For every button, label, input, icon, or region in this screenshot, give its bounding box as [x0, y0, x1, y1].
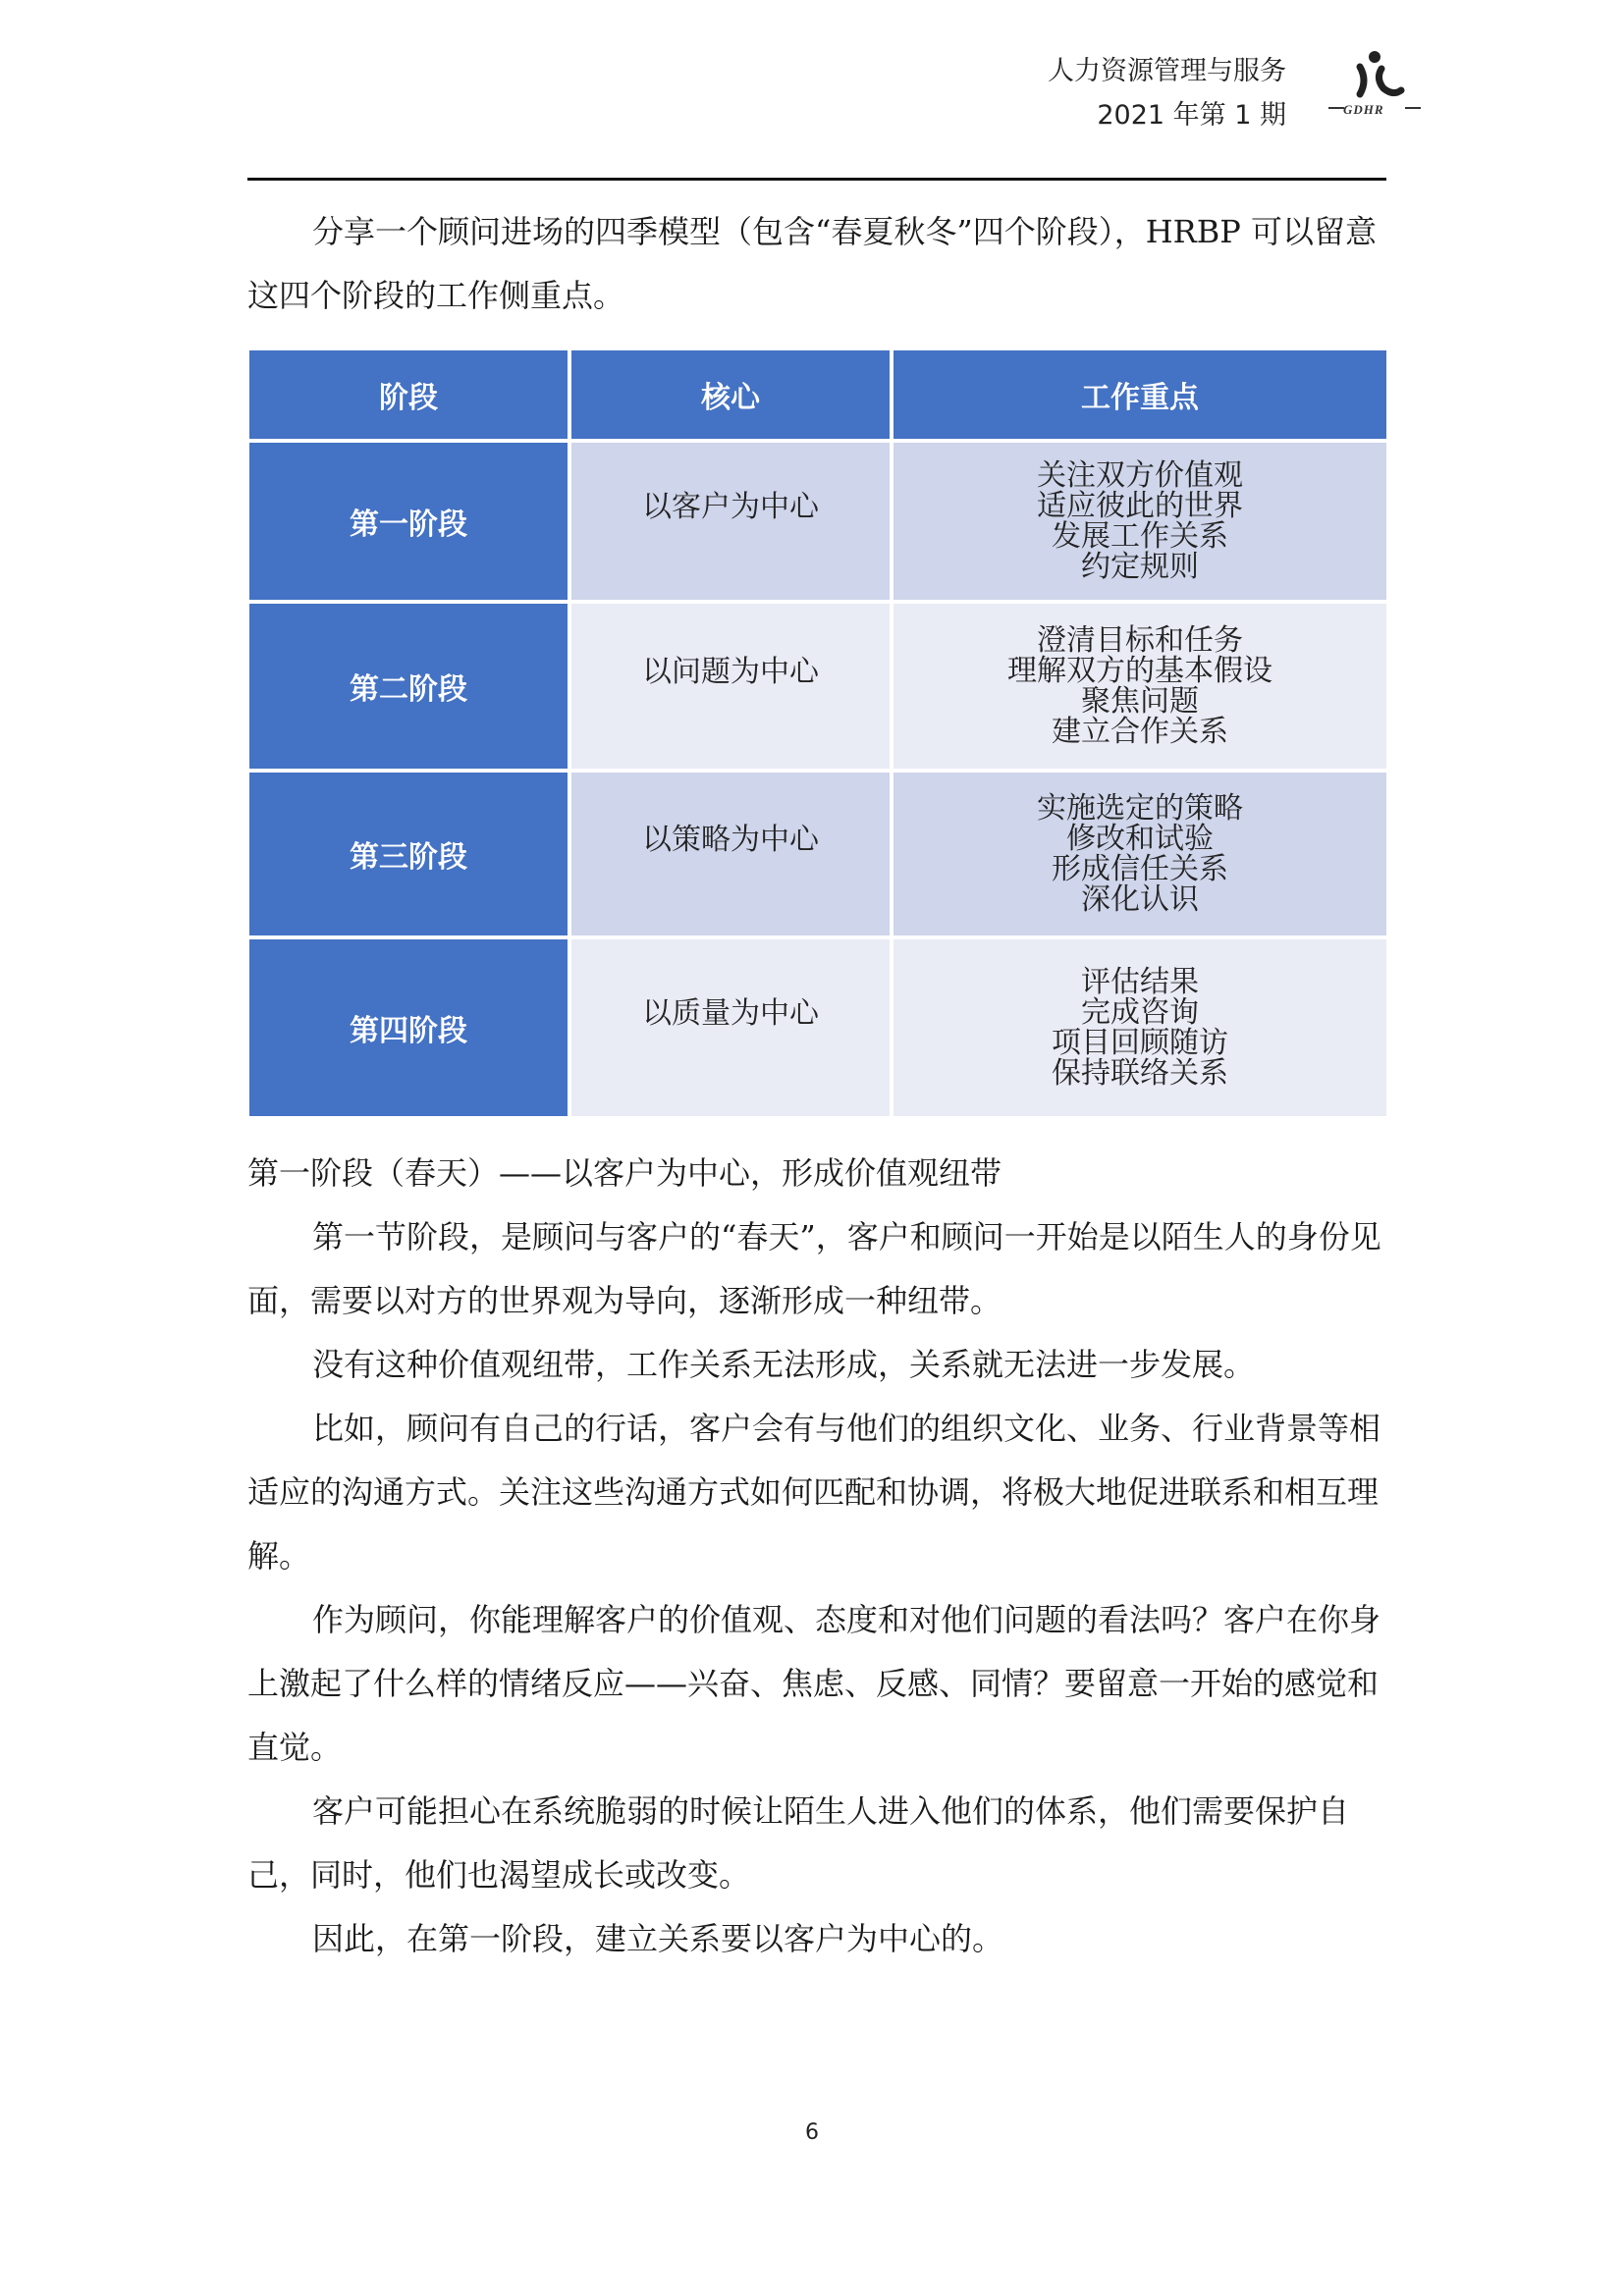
focus-cell: [893, 443, 1386, 600]
page-header: [0, 0, 1624, 187]
focus-item: 发展工作关系: [1052, 519, 1228, 554]
section-heading: 第一阶段（春天）——以客户为中心，形成价值观纽带: [247, 1154, 1002, 1192]
focus-item: 项目回顾随访: [1052, 1026, 1228, 1060]
table-header-row: [249, 350, 1386, 439]
body-paragraph: 比如，顾问有自己的行话，客户会有与他们的组织文化、业务、行业背景等相适应的沟通方式。关注这些沟通方式如何匹配和协调，将极大地促进联系和相互理解。: [247, 1410, 1381, 1575]
table-row: [249, 443, 1386, 600]
table-row: [249, 604, 1386, 769]
stage-cell: 第二阶段: [249, 604, 568, 769]
focus-item: 理解双方的基本假设: [1007, 654, 1272, 688]
header-core: 核心: [571, 350, 890, 439]
intro-paragraph: 分享一个顾问进场的四季模型（包含“春夏秋冬”四个阶段），HRBP 可以留意这四个阶段的工作侧重点。: [247, 213, 1377, 314]
focus-item: 深化认识: [1081, 882, 1199, 917]
focus-item: 评估结果: [1081, 965, 1199, 999]
table-row: [249, 773, 1386, 935]
body-paragraph: 客户可能担心在系统脆弱的时候让陌生人进入他们的体系，他们需要保护自己，同时，他们也渴望成长或改变。: [247, 1792, 1350, 1894]
core-text: 以问题为中心: [642, 655, 819, 689]
stage-cell: 第四阶段: [249, 939, 568, 1116]
focus-item: 澄清目标和任务: [1037, 623, 1243, 658]
core-text: 以质量为中心: [642, 996, 819, 1031]
core-cell: [571, 939, 890, 1116]
focus-item: 实施选定的策略: [1037, 791, 1243, 826]
table-row: [249, 939, 1386, 1116]
journal-title: 人力资源管理与服务: [1048, 56, 1286, 86]
four-season-table: [247, 348, 1388, 1124]
stage-cell: 第一阶段: [249, 443, 568, 600]
focus-cell: [893, 773, 1386, 935]
focus-item: 适应彼此的世界: [1037, 489, 1243, 523]
core-text: 以客户为中心: [642, 490, 819, 524]
body-paragraph: 没有这种价值观纽带，工作关系无法形成，关系就无法进一步发展。: [312, 1346, 1256, 1383]
stage-cell: 第三阶段: [249, 773, 568, 935]
core-text: 以策略为中心: [642, 823, 819, 857]
core-cell: [571, 773, 890, 935]
page-number: 6: [805, 2120, 819, 2145]
journal-issue: 2021 年第 1 期: [1097, 100, 1286, 131]
focus-cell: [893, 604, 1386, 769]
focus-item: 完成咨询: [1081, 995, 1199, 1030]
body-paragraph: 第一节阶段，是顾问与客户的“春天”，客户和顾问一开始是以陌生人的身份见面，需要以对方的世界观为导向，逐渐形成一种纽带。: [247, 1218, 1381, 1319]
focus-item: 聚焦问题: [1081, 684, 1199, 719]
logo-text: GDHR: [1343, 102, 1384, 117]
focus-item: 约定规则: [1081, 550, 1199, 584]
focus-cell: [893, 939, 1386, 1116]
header-stage: 阶段: [249, 350, 568, 439]
focus-item: 关注双方价值观: [1037, 458, 1243, 493]
core-cell: [571, 443, 890, 600]
focus-item: 修改和试验: [1066, 822, 1214, 856]
focus-item: 形成信任关系: [1052, 852, 1228, 886]
focus-item: 保持联络关系: [1052, 1056, 1228, 1091]
body-paragraph: 因此，在第一阶段，建立关系要以客户为中心的。: [312, 1920, 1004, 1957]
body-paragraph: 作为顾问，你能理解客户的价值观、态度和对他们问题的看法吗？客户在你身上激起了什么样的情绪反应——兴奋、焦虑、反感、同情？要留意一开始的感觉和直觉。: [247, 1601, 1381, 1766]
header-focus: 工作重点: [893, 350, 1386, 439]
core-cell: [571, 604, 890, 769]
header-rule: [247, 178, 1386, 181]
focus-item: 建立合作关系: [1052, 715, 1228, 749]
